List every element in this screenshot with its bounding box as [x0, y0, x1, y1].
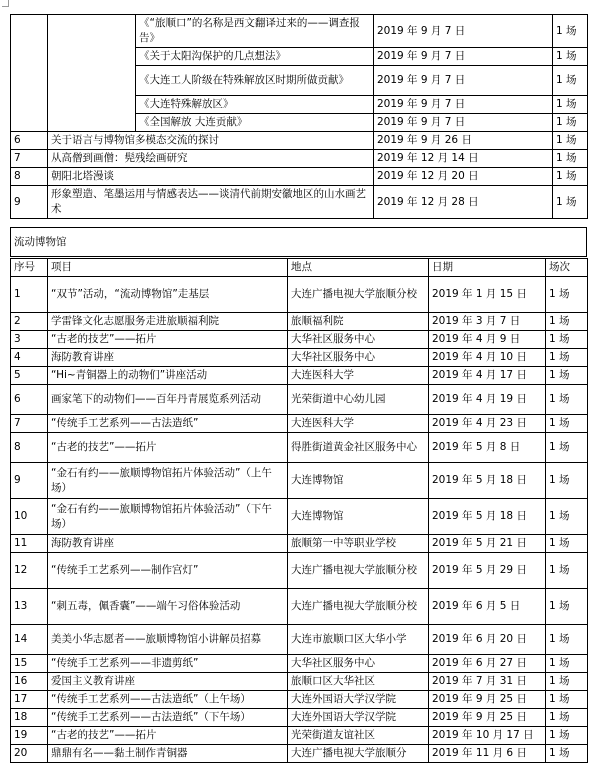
blank-cell	[48, 15, 136, 132]
row-date: 2019 年 9 月 25 日	[429, 691, 546, 709]
row-count: 1 场	[546, 349, 588, 367]
row-number	[11, 15, 48, 132]
row-count: 1 场	[546, 499, 588, 535]
table-row	[11, 367, 588, 385]
table-row	[11, 168, 588, 186]
table-row	[11, 673, 588, 691]
row-number: 14	[11, 625, 48, 655]
row-date: 2019 年 9 月 7 日	[374, 96, 553, 114]
row-number: 9	[11, 463, 48, 499]
row-title: 从高僧到画僧：髡残绘画研究	[48, 150, 374, 168]
row-count: 1 场	[546, 727, 588, 745]
row-number: 1	[11, 277, 48, 313]
row-item: “Hi~青铜器上的动物们”讲座活动	[48, 367, 288, 385]
row-place: 旅顺第一中等职业学校	[288, 535, 429, 553]
row-item: “传统手工艺系列——古法造纸”（上午场）	[48, 691, 288, 709]
row-number: 4	[11, 349, 48, 367]
row-item: 画家笔下的动物们——百年丹青展览系列活动	[48, 385, 288, 415]
row-place: 大连医科大学	[288, 415, 429, 433]
row-place: 光荣街道中心幼儿园	[288, 385, 429, 415]
table-row	[11, 331, 588, 349]
table-row	[11, 313, 588, 331]
row-title: 《关于太阳沟保护的几点想法》	[136, 48, 374, 66]
header-item: 项目	[48, 259, 288, 277]
row-place: 大连广播电视大学旅顺分	[288, 745, 429, 763]
row-date: 2019 年 12 月 14 日	[374, 150, 553, 168]
row-number: 8	[11, 433, 48, 463]
section-title-table	[10, 227, 587, 257]
table-row	[11, 589, 588, 625]
row-title: 《“旅顺口”的名称是西文翻译过来的——调查报告》	[136, 15, 374, 48]
table-row	[11, 385, 588, 415]
row-count: 1 场	[553, 168, 588, 186]
row-title: 《全国解放 大连贡献》	[136, 114, 374, 132]
margin-mark	[2, 0, 9, 7]
row-place: 大华社区服务中心	[288, 331, 429, 349]
row-item: 海防教育讲座	[48, 349, 288, 367]
row-place: 大连市旅顺口区大华小学	[288, 625, 429, 655]
row-number: 6	[11, 385, 48, 415]
row-date: 2019 年 6 月 20 日	[429, 625, 546, 655]
row-date: 2019 年 5 月 21 日	[429, 535, 546, 553]
row-place: 大华社区服务中心	[288, 349, 429, 367]
row-date: 2019 年 4 月 19 日	[429, 385, 546, 415]
row-place: 大华社区服务中心	[288, 655, 429, 673]
row-date: 2019 年 9 月 25 日	[429, 709, 546, 727]
row-count: 1 场	[546, 331, 588, 349]
row-count: 1 场	[553, 48, 588, 66]
table-row	[11, 433, 588, 463]
row-number: 5	[11, 367, 48, 385]
row-place: 大连医科大学	[288, 367, 429, 385]
row-date: 2019 年 6 月 27 日	[429, 655, 546, 673]
row-item: 学雷锋文化志愿服务走进旅顺福利院	[48, 313, 288, 331]
row-item: “传统手工艺系列——古法造纸”（下午场）	[48, 709, 288, 727]
table-row	[11, 655, 588, 673]
table-row	[11, 463, 588, 499]
row-date: 2019 年 7 月 31 日	[429, 673, 546, 691]
row-place: 大连外国语大学汉学院	[288, 709, 429, 727]
row-number: 12	[11, 553, 48, 589]
row-count: 1 场	[553, 114, 588, 132]
header-row	[11, 259, 588, 277]
row-place: 大连外国语大学汉学院	[288, 691, 429, 709]
row-count: 1 场	[546, 691, 588, 709]
row-date: 2019 年 3 月 7 日	[429, 313, 546, 331]
row-count: 1 场	[546, 589, 588, 625]
row-place: 大连广播电视大学旅顺分校	[288, 589, 429, 625]
table-row	[11, 709, 588, 727]
row-number: 17	[11, 691, 48, 709]
row-item: 美美小华志愿者——旅顺博物馆小讲解员招募	[48, 625, 288, 655]
row-item: “刺五毒，佩香囊”——端午习俗体验活动	[48, 589, 288, 625]
row-count: 1 场	[546, 673, 588, 691]
row-count: 1 场	[546, 625, 588, 655]
row-item: “古老的技艺”——拓片	[48, 331, 288, 349]
header-date: 日期	[429, 259, 546, 277]
row-place: 得胜街道黄金社区服务中心	[288, 433, 429, 463]
row-count: 1 场	[553, 66, 588, 96]
row-number: 2	[11, 313, 48, 331]
row-date: 2019 年 5 月 18 日	[429, 499, 546, 535]
row-count: 1 场	[553, 15, 588, 48]
table-row	[11, 277, 588, 313]
row-count: 1 场	[546, 433, 588, 463]
row-item: 鼎鼎有名——黏土制作青铜器	[48, 745, 288, 763]
row-date: 2019 年 9 月 7 日	[374, 15, 553, 48]
row-count: 1 场	[546, 709, 588, 727]
row-place: 光荣街道友谊社区	[288, 727, 429, 745]
row-number: 13	[11, 589, 48, 625]
row-number: 9	[11, 186, 48, 219]
row-title: 关于语言与博物馆多模态交流的探讨	[48, 132, 374, 150]
table-row	[11, 132, 588, 150]
row-count: 1 场	[553, 150, 588, 168]
row-count: 1 场	[546, 313, 588, 331]
row-item: “传统手工艺系列——非遗剪纸”	[48, 655, 288, 673]
row-date: 2019 年 4 月 10 日	[429, 349, 546, 367]
row-number: 8	[11, 168, 48, 186]
row-number: 7	[11, 150, 48, 168]
upper-table	[10, 14, 588, 219]
header-no: 序号	[11, 259, 48, 277]
row-place: 大连广播电视大学旅顺分校	[288, 277, 429, 313]
row-date: 2019 年 10 月 17 日	[429, 727, 546, 745]
table-row	[11, 535, 588, 553]
table-row	[11, 745, 588, 763]
row-number: 19	[11, 727, 48, 745]
row-date: 2019 年 9 月 7 日	[374, 48, 553, 66]
row-count: 1 场	[546, 655, 588, 673]
row-date: 2019 年 5 月 29 日	[429, 553, 546, 589]
row-number: 20	[11, 745, 48, 763]
row-place: 大连广播电视大学旅顺分校	[288, 553, 429, 589]
row-date: 2019 年 5 月 18 日	[429, 463, 546, 499]
row-item: “金石有约——旅顺博物馆拓片体验活动”（上午场）	[48, 463, 288, 499]
row-date: 2019 年 4 月 17 日	[429, 367, 546, 385]
row-date: 2019 年 12 月 28 日	[374, 186, 553, 219]
row-title: 《大连工人阶级在特殊解放区时期所做贡献》	[136, 66, 374, 96]
row-count: 1 场	[546, 385, 588, 415]
row-count: 1 场	[553, 132, 588, 150]
row-number: 16	[11, 673, 48, 691]
row-place: 旅顺口区大华社区	[288, 673, 429, 691]
row-count: 1 场	[546, 415, 588, 433]
row-item: “金石有约——旅顺博物馆拓片体验活动”（下午场）	[48, 499, 288, 535]
section-title: 流动博物馆	[11, 228, 587, 257]
row-date: 2019 年 6 月 5 日	[429, 589, 546, 625]
table-row	[11, 15, 588, 48]
row-date: 2019 年 4 月 9 日	[429, 331, 546, 349]
table-row	[11, 727, 588, 745]
row-title: 《大连特殊解放区》	[136, 96, 374, 114]
row-number: 6	[11, 132, 48, 150]
row-item: 海防教育讲座	[48, 535, 288, 553]
table-row	[11, 150, 588, 168]
mobile-museum-table	[10, 258, 588, 763]
row-item: “传统手工艺系列——古法造纸”	[48, 415, 288, 433]
row-number: 3	[11, 331, 48, 349]
table-row	[11, 349, 588, 367]
row-count: 1 场	[546, 367, 588, 385]
row-item: “传统手工艺系列——制作宫灯”	[48, 553, 288, 589]
header-count: 场次	[546, 259, 588, 277]
row-item: “双节”活动，“流动博物馆”走基层	[48, 277, 288, 313]
row-count: 1 场	[546, 745, 588, 763]
row-title: 朝阳北塔漫谈	[48, 168, 374, 186]
row-date: 2019 年 9 月 7 日	[374, 66, 553, 96]
row-item: “古老的技艺”——拓片	[48, 433, 288, 463]
row-date: 2019 年 1 月 15 日	[429, 277, 546, 313]
row-date: 2019 年 9 月 26 日	[374, 132, 553, 150]
table-row	[11, 553, 588, 589]
row-date: 2019 年 9 月 7 日	[374, 114, 553, 132]
row-date: 2019 年 11 月 6 日	[429, 745, 546, 763]
row-place: 大连博物馆	[288, 463, 429, 499]
row-place: 大连博物馆	[288, 499, 429, 535]
row-number: 10	[11, 499, 48, 535]
row-number: 18	[11, 709, 48, 727]
table-row	[11, 186, 588, 219]
row-number: 11	[11, 535, 48, 553]
header-place: 地点	[288, 259, 429, 277]
row-item: 爱国主义教育讲座	[48, 673, 288, 691]
row-number: 15	[11, 655, 48, 673]
row-number: 7	[11, 415, 48, 433]
row-count: 1 场	[546, 277, 588, 313]
row-count: 1 场	[553, 96, 588, 114]
row-title: 形象塑造、笔墨运用与情感表达——谈清代前期安徽地区的山水画艺术	[48, 186, 374, 219]
row-count: 1 场	[546, 553, 588, 589]
row-place: 旅顺福利院	[288, 313, 429, 331]
row-item: “古老的技艺”——拓片	[48, 727, 288, 745]
table-row	[11, 691, 588, 709]
table-row	[11, 499, 588, 535]
row-date: 2019 年 4 月 23 日	[429, 415, 546, 433]
row-date: 2019 年 5 月 8 日	[429, 433, 546, 463]
table-row	[11, 625, 588, 655]
row-date: 2019 年 12 月 20 日	[374, 168, 553, 186]
table-row	[11, 415, 588, 433]
row-count: 1 场	[553, 186, 588, 219]
row-count: 1 场	[546, 535, 588, 553]
row-count: 1 场	[546, 463, 588, 499]
